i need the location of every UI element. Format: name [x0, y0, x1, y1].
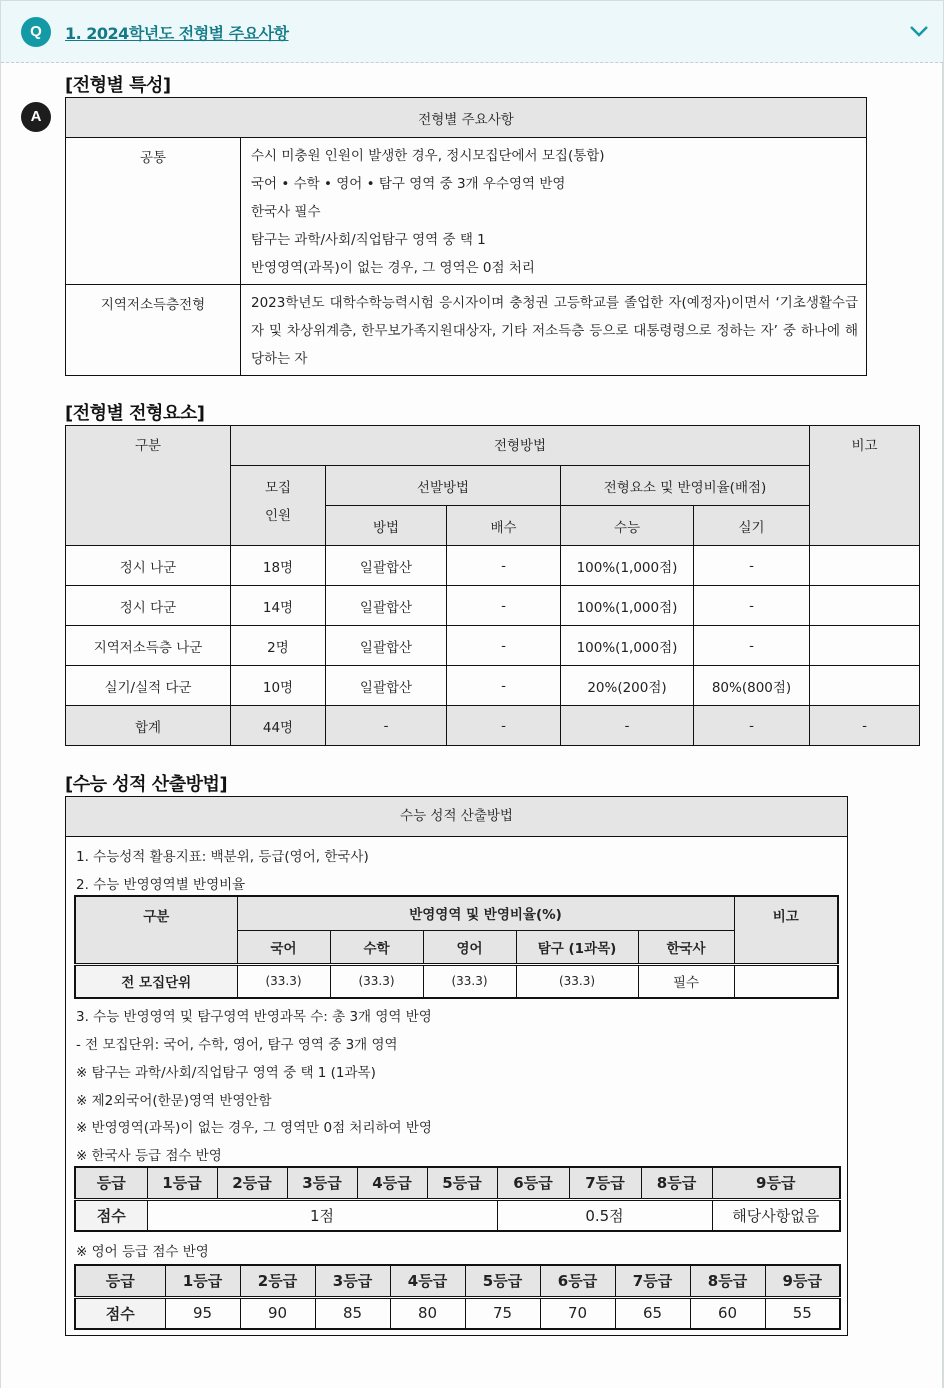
cell-suneung: 100%(1,000점) [561, 546, 694, 586]
header-subject: 수학 [330, 930, 423, 964]
cell-count: 2명 [231, 626, 326, 666]
header-mojip-line2: 인원 [264, 508, 292, 524]
table-row [75, 964, 838, 998]
cell-multiple: - [447, 586, 561, 626]
cell-value: (33.3) [330, 964, 423, 998]
note-line: ※ 영어 등급 점수 반영 [76, 1244, 209, 1260]
box-header: 수능 성적 산출방법 [66, 797, 847, 837]
grade-cell: 3등급 [315, 1265, 390, 1297]
cell-method: - [326, 706, 447, 746]
characteristics-table [65, 97, 867, 376]
grade-cell: 8등급 [641, 1167, 712, 1199]
header-subject: 한국사 [638, 930, 734, 964]
text-line: 한국사 필수 [251, 204, 321, 220]
grade-cell: 9등급 [712, 1167, 840, 1199]
cell-value: (33.3) [516, 964, 638, 998]
header-baesu: 배수 [447, 506, 561, 546]
header-bangbeop: 방법 [326, 506, 447, 546]
total-row [66, 706, 920, 746]
chevron-down-icon[interactable] [907, 21, 931, 41]
text-line: 반영영역(과목)이 없는 경우, 그 영역은 0점 처리 [251, 260, 535, 276]
header-gubun: 구분 [75, 896, 237, 964]
grade-cell: 4등급 [357, 1167, 427, 1199]
cell-bigo [810, 546, 920, 586]
table-header: 전형별 주요사항 [66, 98, 867, 138]
cell-multiple: - [447, 546, 561, 586]
header-grade: 등급 [75, 1265, 165, 1297]
cell-gubun: 실기/실적 다군 [66, 666, 231, 706]
row-label: 지역저소득층전형 [66, 285, 241, 376]
header-score: 점수 [75, 1297, 165, 1329]
header-factor: 전형요소 및 반영비율(배점) [561, 466, 810, 506]
text-line: 1. 수능성적 활용지표: 백분위, 등급(영어, 한국사) [76, 849, 369, 865]
grade-cell: 8등급 [690, 1265, 765, 1297]
grade-cell: 5등급 [465, 1265, 540, 1297]
grade-cell: 9등급 [765, 1265, 840, 1297]
header-bigo: 비고 [810, 426, 920, 546]
cell-count: 14명 [231, 586, 326, 626]
grade-cell: 1등급 [147, 1167, 217, 1199]
table-row [66, 666, 920, 706]
score-cell: 60 [690, 1297, 765, 1329]
cell-method: 일괄합산 [326, 626, 447, 666]
header-subject: 영어 [423, 930, 516, 964]
english-grade-table [74, 1264, 841, 1330]
cell-suneung: 100%(1,000점) [561, 626, 694, 666]
table-row [75, 1199, 840, 1231]
score-cell: 65 [615, 1297, 690, 1329]
grade-cell: 4등급 [390, 1265, 465, 1297]
cell-bigo [734, 964, 838, 998]
note-line: ※ 반영영역(과목)이 없는 경우, 그 영역만 0점 처리하여 반영 [76, 1120, 432, 1136]
cell-value: (33.3) [423, 964, 516, 998]
score-cell: 70 [540, 1297, 615, 1329]
header-subject: 국어 [237, 930, 330, 964]
section-title-suneung: [수능 성적 산출방법] [65, 774, 228, 795]
cell-count: 44명 [231, 706, 326, 746]
cell-bigo [810, 666, 920, 706]
header-subject: 탐구 (1과목) [516, 930, 638, 964]
cell-multiple: - [447, 666, 561, 706]
grade-cell: 6등급 [540, 1265, 615, 1297]
cell-bigo [810, 586, 920, 626]
cell-method: 일괄합산 [326, 666, 447, 706]
question-title-link[interactable]: 1. 2024학년도 전형별 주요사항 [65, 24, 289, 43]
cell-gubun: 정시 다군 [66, 586, 231, 626]
grade-cell: 2등급 [240, 1265, 315, 1297]
header-gubun: 구분 [66, 426, 231, 546]
table-row [66, 626, 920, 666]
row-content [241, 138, 867, 285]
cell-silgi: - [694, 586, 810, 626]
score-cell: 0.5점 [497, 1199, 712, 1231]
header-mojip [231, 466, 326, 546]
score-cell: 95 [165, 1297, 240, 1329]
header-suneung: 수능 [561, 506, 694, 546]
note-line: 3. 수능 반영영역 및 탐구영역 반영과목 수: 총 3개 영역 반영 [76, 1009, 432, 1025]
grade-cell: 5등급 [427, 1167, 497, 1199]
table-row [66, 285, 867, 376]
grade-cell: 2등급 [217, 1167, 287, 1199]
score-cell: 55 [765, 1297, 840, 1329]
grade-cell: 1등급 [165, 1265, 240, 1297]
cell-multiple: - [447, 706, 561, 746]
header-seonbal: 선발방법 [326, 466, 561, 506]
cell-suneung: 20%(200점) [561, 666, 694, 706]
row-label: 전 모집단위 [75, 964, 237, 998]
cell-silgi: 80%(800점) [694, 666, 810, 706]
cell-gubun: 합계 [66, 706, 231, 746]
cell-method: 일괄합산 [326, 546, 447, 586]
grade-cell: 3등급 [287, 1167, 357, 1199]
cell-suneung: 100%(1,000점) [561, 586, 694, 626]
cell-silgi: - [694, 546, 810, 586]
grade-cell: 7등급 [615, 1265, 690, 1297]
score-cell: 90 [240, 1297, 315, 1329]
header-group: 반영영역 및 반영비율(%) [237, 896, 734, 930]
elements-table [65, 425, 920, 746]
header-mojip-line1: 모집 [264, 480, 292, 496]
score-cell: 80 [390, 1297, 465, 1329]
question-header[interactable] [1, 1, 943, 63]
grade-cell: 6등급 [497, 1167, 569, 1199]
cell-suneung: - [561, 706, 694, 746]
row-label: 공통 [66, 138, 241, 285]
score-cell: 75 [465, 1297, 540, 1329]
row-content: 2023학년도 대학수학능력시험 응시자이며 충청권 고등학교를 졸업한 자(예정자)이면서 ‘기초생활수급자 및 차상위계층, 한무보가족지원대상자, 기타 저소득층 등으로 대통령령으로 정하는 자’ 중 하나에 해당하는 자 [241, 285, 867, 376]
score-cell: 1점 [147, 1199, 497, 1231]
header-silgi: 실기 [694, 506, 810, 546]
text-line: 수시 미충원 인원이 발생한 경우, 정시모집단에서 모집(통합) [251, 148, 605, 164]
ratio-table [74, 895, 839, 999]
header-bigo: 비고 [734, 896, 838, 964]
note-line: - 전 모집단위: 국어, 수학, 영어, 탐구 영역 중 3개 영역 [76, 1037, 398, 1053]
text-line: 2. 수능 반영영역별 반영비율 [76, 877, 246, 893]
history-grade-table [74, 1166, 841, 1232]
grade-cell: 7등급 [569, 1167, 641, 1199]
score-cell: 해당사항없음 [712, 1199, 840, 1231]
table-row [66, 586, 920, 626]
header-score: 점수 [75, 1199, 147, 1231]
header-grade: 등급 [75, 1167, 147, 1199]
score-cell: 85 [315, 1297, 390, 1329]
cell-count: 18명 [231, 546, 326, 586]
cell-gubun: 정시 나군 [66, 546, 231, 586]
cell-silgi: - [694, 706, 810, 746]
cell-gubun: 지역저소득층 나군 [66, 626, 231, 666]
cell-silgi: - [694, 626, 810, 666]
cell-count: 10명 [231, 666, 326, 706]
section-title-elements: [전형별 전형요소] [65, 403, 205, 424]
cell-value: (33.3) [237, 964, 330, 998]
note-line: ※ 제2외국어(한문)영역 반영안함 [76, 1093, 272, 1109]
question-badge: Q [21, 17, 51, 47]
note-line: ※ 한국사 등급 점수 반영 [76, 1148, 222, 1164]
cell-method: 일괄합산 [326, 586, 447, 626]
section-title-characteristics: [전형별 특성] [65, 75, 171, 96]
cell-bigo [810, 626, 920, 666]
cell-bigo: - [810, 706, 920, 746]
table-row [66, 546, 920, 586]
header-method: 전형방법 [231, 426, 810, 466]
note-line: ※ 탐구는 과학/사회/직업탐구 영역 중 택 1 (1과목) [76, 1065, 376, 1081]
table-row [75, 1297, 840, 1329]
cell-multiple: - [447, 626, 561, 666]
text-line: 국어 • 수학 • 영어 • 탐구 영역 중 3개 우수영역 반영 [251, 176, 566, 192]
answer-badge: A [21, 102, 51, 132]
suneung-box [65, 796, 848, 1336]
text-line: 탐구는 과학/사회/직업탐구 영역 중 택 1 [251, 232, 486, 248]
table-row [66, 138, 867, 285]
cell-value: 필수 [638, 964, 734, 998]
